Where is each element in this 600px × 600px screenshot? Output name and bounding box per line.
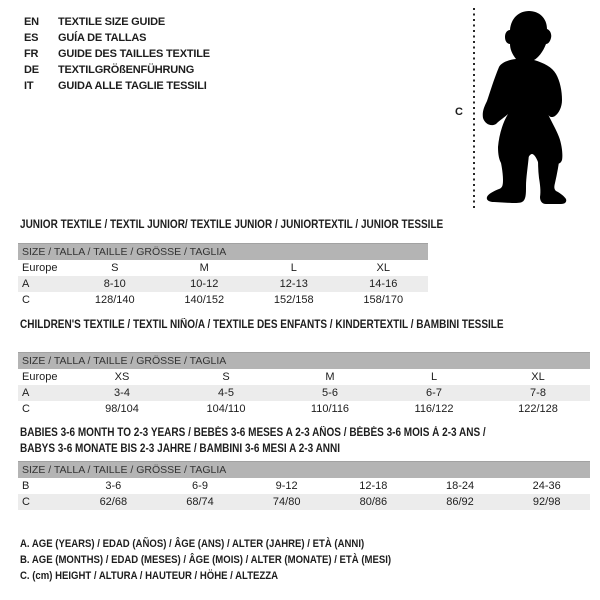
- height-cell: 110/116: [310, 403, 350, 415]
- height-cell: 74/80: [272, 496, 301, 508]
- size-cell: L: [290, 262, 297, 274]
- language-code: FR: [24, 48, 39, 60]
- height-cell: 140/152: [184, 294, 225, 306]
- children-table-size-header: SIZE / TALLA / TAILLE / GRÖSSE / TAGLIA: [18, 352, 590, 369]
- section-title-junior: [20, 218, 600, 232]
- table-row: [18, 385, 590, 401]
- row-label: A: [22, 387, 30, 399]
- note-b: B. AGE (MONTHS) / EDAD (MESES) / ÂGE (MOIS) / ALTER (MONATE) / ETÀ (MESI): [20, 554, 392, 566]
- language-title: GUIDA ALLE TAGLIE TESSILI: [58, 80, 207, 92]
- height-cell: 122/128: [518, 403, 558, 415]
- section-title-children: [20, 318, 600, 332]
- section-title-babies: [20, 425, 600, 457]
- size-cell: XS: [114, 371, 130, 383]
- section-title-junior-text: JUNIOR TEXTILE / TEXTIL JUNIOR/ TEXTILE JUNIOR / JUNIORTEXTIL / JUNIOR TESSILE: [20, 219, 444, 231]
- table-row: [18, 260, 428, 276]
- section-title-babies-line2: BABYS 3-6 MONATE BIS 2-3 JAHRE / BAMBINI 3-6 MESI A 2-3 ANNI: [20, 443, 341, 455]
- language-code: DE: [24, 64, 39, 76]
- size-cell: S: [222, 371, 230, 383]
- height-measure-label: C: [455, 106, 463, 118]
- months-cell: 24-36: [532, 480, 561, 492]
- language-row-fr: [24, 46, 210, 62]
- age-cell: 10-12: [190, 278, 219, 290]
- size-cell: M: [325, 371, 335, 383]
- language-title: GUIDE DES TAILLES TEXTILE: [58, 48, 210, 60]
- note-a: A. AGE (YEARS) / EDAD (AÑOS) / ÂGE (ANS) / ALTER (JAHRE) / ETÀ (ANNI): [20, 538, 365, 550]
- months-cell: 18-24: [445, 480, 475, 492]
- height-cell: 128/140: [94, 294, 135, 306]
- junior-size-table: [18, 243, 428, 308]
- language-title: TEXTILGRÖßENFÜHRUNG: [58, 64, 195, 76]
- height-cell: 98/104: [105, 403, 139, 415]
- language-title: GUÍA DE TALLAS: [58, 32, 147, 44]
- row-label: A: [22, 278, 30, 290]
- table-row: [18, 401, 590, 417]
- header-area: [0, 0, 600, 212]
- language-code: IT: [24, 80, 34, 92]
- section-title-children-text: CHILDREN'S TEXTILE / TEXTIL NIÑO/A / TEXTILE DES ENFANTS / KINDERTEXTIL / BAMBINI TESSILE: [20, 319, 504, 331]
- age-cell: 7-8: [530, 387, 546, 399]
- note-c: C. (cm) HEIGHT / ALTURA / HAUTEUR / HÖHE / ALTEZZA: [20, 570, 279, 582]
- baby-silhouette-image: [482, 8, 592, 208]
- age-cell: 12-13: [279, 278, 308, 290]
- table-row: [18, 276, 428, 292]
- language-title: TEXTILE SIZE GUIDE: [58, 16, 166, 28]
- months-cell: 3-6: [105, 480, 122, 492]
- row-label: B: [22, 480, 30, 492]
- language-code: EN: [24, 16, 39, 28]
- size-cell: L: [430, 371, 438, 383]
- babies-size-table: [18, 461, 590, 510]
- months-cell: 6-9: [192, 480, 208, 492]
- language-row-en: [24, 14, 210, 30]
- size-cell: S: [111, 262, 119, 274]
- age-cell: 6-7: [426, 387, 442, 399]
- junior-table-size-header: SIZE / TALLA / TAILLE / GRÖSSE / TAGLIA: [18, 243, 428, 260]
- children-size-table: [18, 352, 590, 417]
- size-cell: M: [199, 262, 209, 274]
- height-cell: 152/158: [273, 294, 314, 306]
- size-cell: XL: [531, 371, 545, 383]
- height-cell: 104/110: [206, 403, 246, 415]
- section-title-babies-line1: BABIES 3-6 MONTH TO 2-3 YEARS / BEBÉS 3-6 MESES A 2-3 AÑOS / BÉBÉS 3-6 MOIS À 2-3 ANS /: [20, 427, 486, 439]
- row-label: Europe: [22, 371, 58, 383]
- height-measure-dotted-line: [473, 8, 475, 211]
- height-cell: 62/68: [99, 496, 128, 508]
- height-cell: 158/170: [363, 294, 404, 306]
- height-cell: 116/122: [414, 403, 454, 415]
- language-row-es: [24, 30, 210, 46]
- row-label: C: [22, 403, 30, 415]
- height-cell: 86/92: [446, 496, 474, 508]
- table-row: [18, 369, 590, 385]
- baby-silhouette-svg: [482, 8, 592, 208]
- language-row-de: [24, 62, 210, 78]
- size-cell: XL: [376, 262, 390, 274]
- age-cell: 4-5: [218, 387, 234, 399]
- table-row: [18, 494, 590, 510]
- height-cell: 80/86: [359, 496, 388, 508]
- height-cell: 92/98: [532, 496, 561, 508]
- height-cell: 68/74: [186, 496, 214, 508]
- months-cell: 12-18: [359, 480, 388, 492]
- months-cell: 9-12: [275, 480, 298, 492]
- age-cell: 14-16: [369, 278, 398, 290]
- table-row: [18, 478, 590, 494]
- row-label: C: [22, 496, 30, 508]
- age-cell: 5-6: [322, 387, 338, 399]
- row-label: Europe: [22, 262, 58, 274]
- language-list: [24, 14, 210, 94]
- language-code: ES: [24, 32, 39, 44]
- legend-notes: [20, 536, 600, 584]
- row-label: C: [22, 294, 30, 306]
- age-cell: 8-10: [103, 278, 126, 290]
- size-guide-content: [0, 212, 600, 584]
- age-cell: 3-4: [114, 387, 130, 399]
- babies-table-size-header: SIZE / TALLA / TAILLE / GRÖSSE / TAGLIA: [18, 461, 590, 478]
- language-row-it: [24, 78, 210, 94]
- table-row: [18, 292, 428, 308]
